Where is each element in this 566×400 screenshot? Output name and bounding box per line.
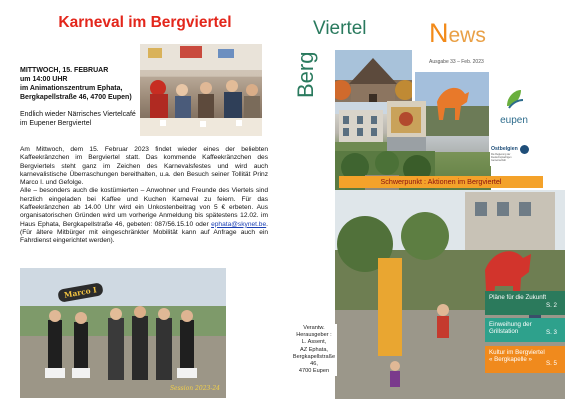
horse-sculpture-photo xyxy=(415,72,489,136)
toc-page: S. 3 xyxy=(545,328,557,336)
article-body xyxy=(20,146,268,246)
masthead-news-rest: ews xyxy=(448,24,486,47)
prince-badge: Marco I xyxy=(57,282,103,303)
focus-banner: Schwerpunkt : Aktionen im Bergviertel xyxy=(339,176,543,188)
email-link[interactable]: ephata@skynet.be xyxy=(211,220,267,228)
event-place: im Animationszentrum Ephata, Bergkapellstraße 46, 4700 Eupen) xyxy=(20,85,132,101)
impressum xyxy=(291,324,337,376)
toc-page: S. 5 xyxy=(545,359,557,367)
session-caption: Session 2023-24 xyxy=(169,385,220,392)
article-paragraph-2: Alle – besonders auch die kostümierten – Anwohner und Freunde des Viertels sind herzlich eingeladen bei Kaffee und Kuchen Karneval zu feiern. Für das Kaffeekränzchen ab 14.00 Uhr wird ein Unkostenbeitrag von 5 € erbeten. Aus organisatorischen Gründen wird um vorherige Anmeldung bis spätestens 12.02. im Haus Ephata, Bergkapellstraße 46, gebeten: 087/56.15.10 oder xyxy=(20,187,268,228)
ostbelgien-subtitle: Die Regierung der Deutschsprachigen Gemeinschaft xyxy=(491,153,512,162)
school-scene xyxy=(335,102,387,153)
right-page xyxy=(283,0,566,400)
toc-title: Kultur im Bergviertel « Bergkapelle » xyxy=(489,349,545,364)
mural-photo xyxy=(387,101,426,153)
issue-number: Ausgabe 33 – Feb. 2023 xyxy=(429,59,484,65)
ostbelgien-logo xyxy=(490,138,540,166)
impressum-line: L. Assent, xyxy=(301,339,327,346)
cafe-scene xyxy=(140,44,262,136)
prince-photo xyxy=(20,268,226,398)
masthead-viertel: Viertel xyxy=(313,18,367,39)
impressum-line: AZ Ephata, xyxy=(300,346,328,353)
mural-scene xyxy=(387,101,426,153)
event-intro xyxy=(20,66,138,128)
school-photo xyxy=(335,102,387,153)
toc-item-plans[interactable] xyxy=(485,291,565,315)
masthead-news xyxy=(429,18,486,49)
article-paragraph-1: Am Mittwoch, dem 15. Februar 2023 findet wieder eines der beliebten Kaffeekränzchen im Bergviertel statt. Das kommende Kaffeekränzchen des Bergviertels steht ganz im Zeichen des Karnevalsfestes und wird auch karnevalistische Überraschungen bereithalten, u.a. den Besuch seiner Tollität Prinz Marco I. und Gefolge. xyxy=(20,146,268,187)
toc-item-culture[interactable] xyxy=(485,346,565,373)
masthead-news-initial: N xyxy=(429,18,449,48)
event-date: MITTWOCH, 15. FEBRUAR xyxy=(20,67,109,74)
toc-page: S. 2 xyxy=(545,301,557,309)
eupen-mark-icon xyxy=(503,88,525,110)
ostbelgien-name: Ostbelgien xyxy=(491,146,518,152)
impressum-line: Verantw. xyxy=(303,325,325,331)
impressum-line: 4700 Eupen xyxy=(298,368,330,375)
ostbelgien-mark-icon xyxy=(520,145,529,154)
article-paragraph-3: . (Für ältere Mitbürger mit eingeschränkter Mobilität kann auf Anfrage auch ein Fahrdienst eingerichtet werden). xyxy=(20,220,268,245)
toc-title: Einweihung der Grillstation xyxy=(489,321,532,336)
masthead-berg xyxy=(293,52,319,98)
eupen-logo-text: eupen xyxy=(500,115,528,126)
toc-title: Pläne für die Zukunft xyxy=(489,294,547,301)
impressum-line: Herausgeber : xyxy=(296,332,332,339)
toc-item-grill[interactable] xyxy=(485,318,565,342)
horse-scene xyxy=(415,72,489,136)
masthead-berg-text: Berg xyxy=(293,51,318,98)
event-description: Endlich wieder Närrisches Viertelcafé im Eupener Bergviertel xyxy=(20,111,136,127)
eupen-logo xyxy=(493,88,535,132)
cafe-photo xyxy=(140,44,262,136)
event-time: um 14:00 UHR xyxy=(20,76,68,83)
headline: Karneval im Bergviertel xyxy=(58,14,232,31)
prince-scene xyxy=(20,268,226,398)
impressum-line: Bergkapellstraße 46, xyxy=(292,353,336,368)
